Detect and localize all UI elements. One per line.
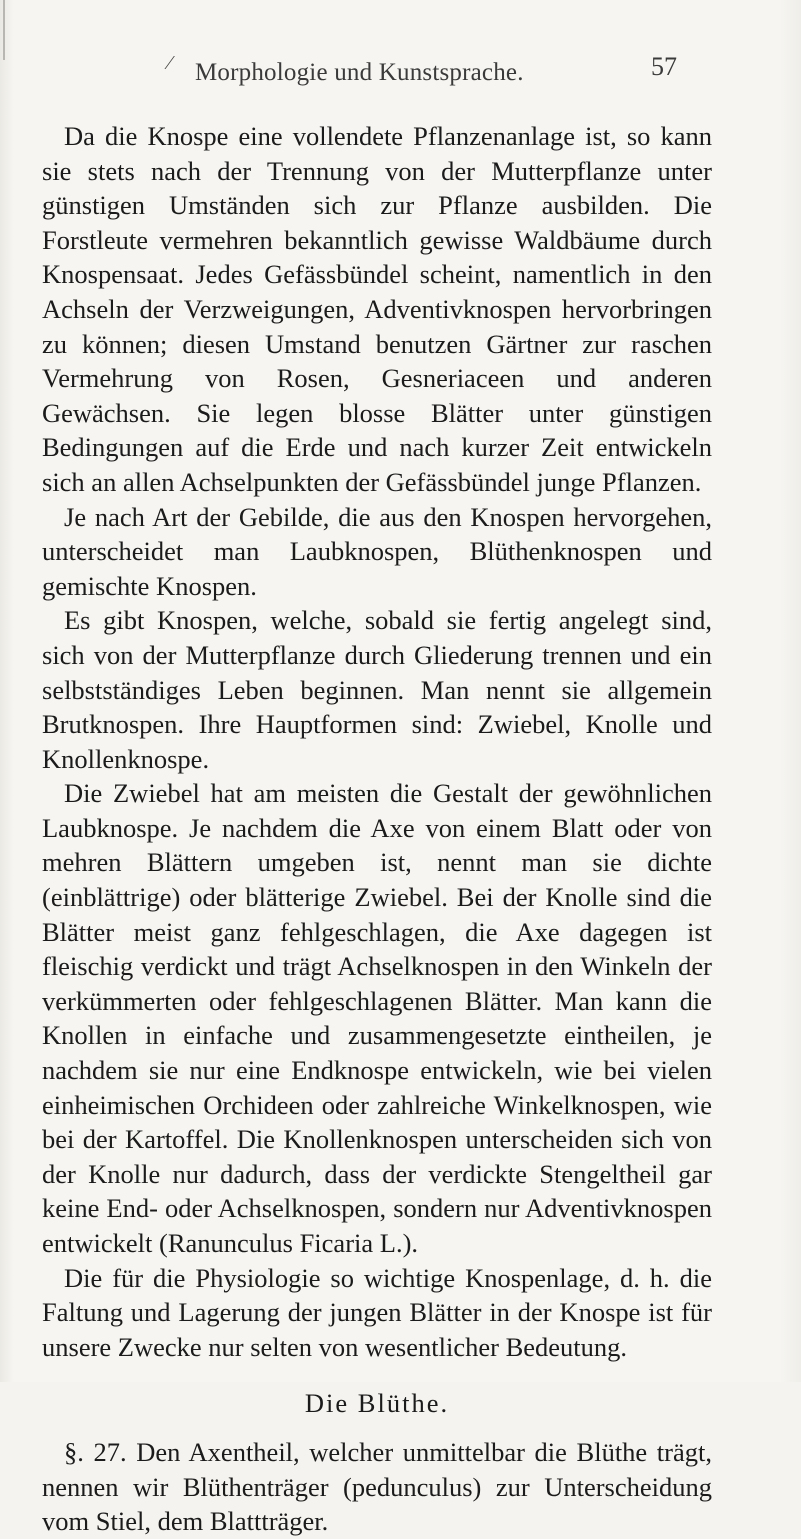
paragraph-knospe-pflanzenanlage: Da die Knospe eine vollendete Pflanzenanlage ist, so kann sie stets nach der Trennung von der Mutterpflanze unter günstigen Umständen sich zur Pflanze ausbilden. Die Forstleute vermehren bekanntlich gewisse Waldbäume durch Knospensaat. Jedes Gefässbündel scheint, namentlich in den Achseln der Verzweigungen, Adventivknospen hervorbringen zu können; diesen Umstand benutzen Gärtner zur raschen Vermehrung von Rosen, Gesneriaceen und anderen Gewächsen. Sie legen blosse Blätter unter günstigen Bedingungen auf die Erde und nach kurzer Zeit entwickeln sich an allen Achselpunkten der Gefässbündel junge Pflanzen. (42, 121, 712, 497)
running-header (0, 52, 801, 92)
section-heading: Die Blüthe. (304, 1388, 450, 1419)
paragraph-knospenlage: Die für die Physiologie so wichtige Knospenlage, d. h. die Faltung und Lagerung der jungen Blätter in der Knospe ist für unsere Zwecke nur selten von wesentlicher Bedeutung. (42, 1262, 712, 1362)
page-number: 57 (651, 52, 677, 81)
page-edge-line (3, 0, 5, 60)
paragraph-brutknospen: Es gibt Knospen, welche, sobald sie fertig angelegt sind, sich von der Mutterpflanze durch Gliederung trennen und ein selbstständiges Leben beginnen. Man nennt sie allgemein Brutknospen. Ihre Hauptformen sind: Zwiebel, Knolle und Knollenknospe. (42, 605, 712, 774)
header-mark: ⁄ (168, 52, 172, 74)
paragraph-zwiebel-knolle: Die Zwiebel hat am meisten die Gestalt der gewöhnlichen Laubknospe. Je nachdem die Axe von einem Blatt oder von mehren Blättern umgeben ist, nennt man sie dichte (einblättrige) oder blätterige Zwiebel. Bei der Knolle sind die Blätter meist ganz fehlgeschlagen, die Axe dagegen ist fleischig verdickt und trägt Achselknospen in den Winkeln der verkümmerten oder fehlgeschlagenen Blätter. Man kann die Knollen in einfache und zusammengesetzte eintheilen, je nachdem sie nur eine Endknospe entwickeln, wie bei vielen einheimischen Orchideen oder zahlreiche Winkelknospen, wie bei der Kartoffel. Die Knollenknospen unterscheiden sich von der Knolle nur dadurch, dass der verdickte Stengeltheil gar keine End- oder Achselknospen, sondern nur Adventivknospen entwickelt (Ranunculus Ficaria L.). (42, 778, 712, 1258)
running-title: Morphologie und Kunstsprache. (195, 59, 524, 86)
paragraph-knospen-arten: Je nach Art der Gebilde, die aus den Knospen hervorgehen, unterscheidet man Laubknospen, Blüthenknospen und gemischte Knospen. (42, 501, 712, 601)
paragraph-bluethentraeger: §. 27. Den Axentheil, welcher unmittelbar die Blüthe trägt, nennen wir Blüthenträger (pedunculus) zur Unterscheidung vom Stiel, dem Blattträger. (42, 1436, 712, 1537)
body-text (42, 119, 712, 1539)
